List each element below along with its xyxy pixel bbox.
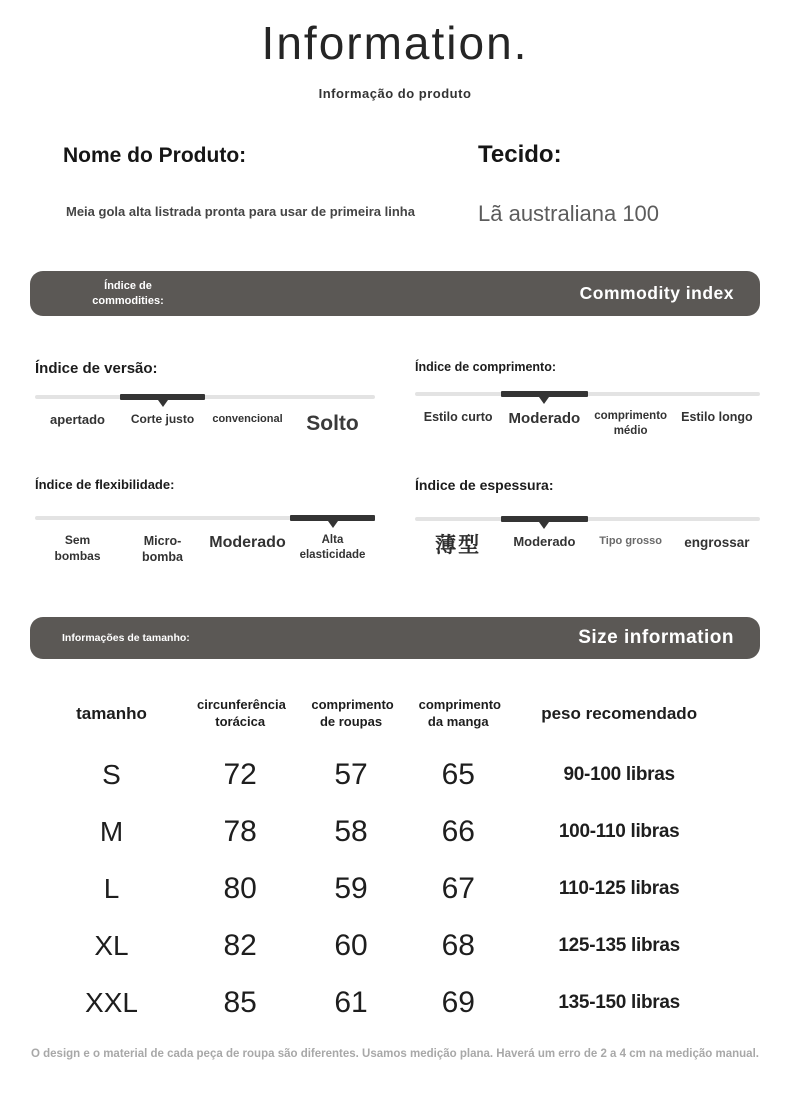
index-label: Índice de versão:: [35, 360, 158, 377]
index-option: Moderado: [513, 534, 576, 549]
commodity-index-label-en: Commodity index: [579, 283, 734, 303]
index-option: Sem bombas: [54, 533, 101, 563]
weight-cell: 90-100 libras: [563, 763, 675, 785]
chest-cell: 85: [223, 985, 257, 1019]
slider-marker-icon: [539, 522, 549, 529]
index-option: Moderado: [508, 410, 581, 427]
index-options: [35, 412, 375, 437]
footer-note: O design e o material de cada peça de roupa são diferentes. Usamos medição plana. Haverá um erro de 2 a 4 cm na medição manual.: [31, 1048, 759, 1060]
index-option: Tipo grosso: [599, 535, 662, 547]
slider-selected-segment: [120, 394, 205, 400]
index-block-comprimento: [415, 360, 760, 439]
commodity-index-bar: [30, 271, 760, 316]
size-table-row: [40, 860, 755, 917]
size-cell: XXL: [85, 986, 138, 1018]
slider-track: [35, 395, 375, 399]
weight-cell: 135-150 libras: [558, 991, 680, 1013]
slider-marker-icon: [158, 400, 168, 407]
slider-track: [415, 392, 760, 396]
index-block-flexibilidade: [35, 477, 375, 566]
index-slider: [415, 389, 760, 401]
size-info-label-en: Size information: [578, 627, 734, 648]
slider-selected-segment: [501, 516, 587, 522]
size-table-row: [40, 974, 755, 1031]
garment-length-cell: 61: [334, 985, 368, 1019]
index-options: [415, 409, 760, 439]
fabric-value: Lã australiana 100: [478, 201, 660, 226]
column-header-sleeve-length: comprimento da manga: [418, 697, 501, 729]
sleeve-length-cell: 65: [441, 757, 475, 791]
product-name-label: Nome do Produto:: [63, 144, 247, 167]
size-table: [40, 682, 755, 1031]
index-option: comprimento médio: [594, 410, 668, 437]
index-options: [415, 534, 760, 559]
column-header-chest: circunferência torácica: [197, 697, 286, 729]
size-table-header: [40, 682, 755, 746]
chest-cell: 72: [223, 757, 257, 791]
index-block-versao: [35, 360, 375, 437]
column-header-weight: peso recomendado: [541, 703, 698, 723]
garment-length-cell: 58: [334, 814, 368, 848]
sleeve-length-cell: 66: [441, 814, 475, 848]
slider-marker-icon: [539, 397, 549, 404]
size-info-label-pt: Informações de tamanho:: [62, 632, 190, 644]
garment-length-cell: 59: [334, 871, 368, 905]
size-table-row: [40, 803, 755, 860]
slider-track: [415, 517, 760, 521]
index-slider: [415, 514, 760, 526]
index-block-espessura: [415, 477, 760, 559]
index-option: Estilo curto: [423, 410, 493, 424]
chest-cell: 80: [223, 871, 257, 905]
index-option: engrossar: [684, 535, 750, 550]
index-options: [35, 533, 375, 566]
slider-selected-segment: [501, 391, 587, 397]
slider-marker-icon: [328, 521, 338, 528]
commodity-index-label-pt: Índice de commodities:: [92, 279, 164, 307]
index-label: Índice de comprimento:: [415, 360, 556, 374]
weight-cell: 100-110 libras: [558, 820, 680, 842]
size-table-row: [40, 746, 755, 803]
index-option: convencional: [212, 413, 283, 425]
index-option: apertado: [50, 412, 105, 427]
fabric-label: Tecido:: [478, 141, 562, 168]
index-option: Alta elasticidade: [299, 534, 366, 561]
sleeve-length-cell: 68: [441, 928, 475, 962]
slider-selected-segment: [290, 515, 375, 521]
index-option: Corte justo: [130, 412, 195, 426]
index-slider: [35, 513, 375, 525]
size-table-row: [40, 917, 755, 974]
index-option: Moderado: [209, 534, 286, 551]
index-option: Estilo longo: [681, 410, 753, 424]
chest-cell: 82: [223, 928, 257, 962]
page-subtitle: Informação do produto: [318, 86, 472, 101]
weight-cell: 110-125 libras: [558, 877, 680, 899]
index-slider: [35, 392, 375, 404]
index-option: Micro-bomba: [142, 534, 183, 565]
sleeve-length-cell: 69: [441, 985, 475, 1019]
size-cell: L: [103, 872, 120, 904]
column-header-garment-length: comprimento de roupas: [311, 697, 394, 729]
product-name-value: Meia gola alta listrada pronta para usar de primeira linha: [66, 204, 415, 219]
index-label: Índice de espessura:: [415, 477, 554, 493]
garment-length-cell: 57: [334, 757, 368, 791]
size-info-bar: [30, 617, 760, 659]
size-cell: S: [102, 758, 121, 790]
page-title: Information.: [261, 17, 529, 69]
index-option: Solto: [306, 412, 359, 435]
chest-cell: 78: [223, 814, 257, 848]
size-cell: XL: [94, 929, 129, 961]
sleeve-length-cell: 67: [441, 871, 475, 905]
index-label: Índice de flexibilidade:: [35, 477, 175, 492]
index-option: 薄型: [435, 534, 482, 557]
garment-length-cell: 60: [334, 928, 368, 962]
weight-cell: 125-135 libras: [558, 934, 680, 956]
column-header-size: tamanho: [76, 703, 147, 723]
size-cell: M: [99, 815, 124, 847]
